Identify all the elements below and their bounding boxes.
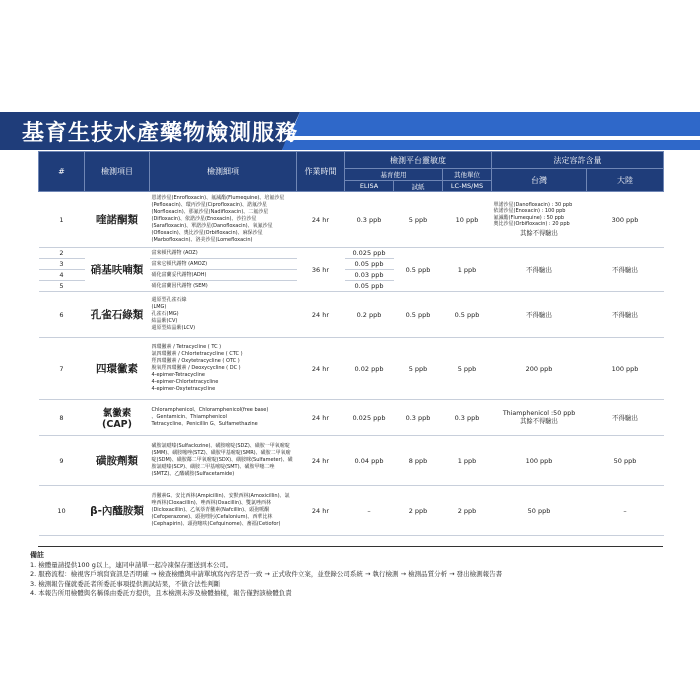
header-china: 大陸 (587, 169, 664, 192)
detail-line: (LMG) (151, 304, 167, 310)
taiwan-line: 單諾沙星(Danofloxacin) : 30 ppb (493, 201, 573, 208)
time-cell: 24 hr (297, 436, 345, 486)
taiwan-cell: 200 ppb (492, 338, 587, 400)
lcms-cell: 2 ppb (443, 486, 492, 536)
table-row (39, 292, 664, 338)
china-cell: – (587, 486, 664, 536)
notes-title: 備註 (30, 551, 44, 559)
taiwan-line: 依諾沙星(Enoxacin) : 100 ppb (493, 208, 566, 215)
table-row (39, 338, 664, 400)
detail-line: 脫氧羥四環黴素 / Deoxycycline ( DC ) (151, 365, 241, 371)
detail-line: 、Gentamicin、Thiamphenicol (151, 414, 227, 420)
elisa-cell: 0.2 ppb (345, 292, 394, 338)
detail-line: 還原型結晶紫(LCV) (151, 325, 196, 331)
row-number: 1 (39, 192, 85, 248)
detail-line: 還原型孔雀石綠 (151, 297, 187, 303)
table-row (39, 486, 664, 536)
item-detail: 富來它頓代謝物 (AMOZ) (150, 259, 297, 270)
header-basic: 基育使用 (345, 169, 443, 181)
item-detail (150, 400, 297, 436)
row-number: 6 (39, 292, 85, 338)
china-cell: 50 ppb (587, 436, 664, 486)
elisa-cell: 0.03 ppb (345, 270, 394, 281)
test-cell: 8 ppb (394, 436, 443, 486)
detail-line: 4-epimer-Tetracycline (151, 372, 205, 378)
test-cell: 0.3 ppb (394, 400, 443, 436)
taiwan-line: 奧比沙星(Orbifloxacin) : 20 ppb (493, 221, 570, 228)
time-cell: 24 hr (297, 338, 345, 400)
taiwan-cell: 50 ppb (492, 486, 587, 536)
header-limit: 法定容許含量 (492, 152, 664, 169)
china-cell: 100 ppb (587, 338, 664, 400)
item-detail: 恩諾沙星(Enrofloxacin)、氟滅酯(Flumequine)、培氟沙星(Pefloxacin)、環丙沙星(Ciprofloxacin)、諾氟沙星(Norfloxacin)、那氟沙星(Nadifloxacin)、二氟沙星(Difloxacin)、依諾沙星(Enoxacin)、沙拉沙星(Sarafloxacin)、單諾沙星(Danofloxacin)、氧氟沙星(Ofloxacin)、奧比沙星(Orbifloxacin)、麻保沙星(Marbofloxacin)、洛美沙星(Lomefloxacin) (150, 192, 297, 248)
row-number: 5 (39, 281, 85, 292)
item-name: 氯黴素 (CAP) (85, 400, 150, 436)
header-time: 作業時間 (297, 152, 345, 192)
header-no: # (39, 152, 85, 192)
detail-line: Tetracycline、Penicillin G、Sulfamethazine (151, 421, 258, 427)
detail-line: 四環黴素 / Tetracycline ( TC ) (151, 344, 222, 350)
test-service-table (38, 151, 664, 536)
note-line: 1. 檢體量請提供100 g以上，連同申請單一起冷凍保存運送到本公司。 (30, 560, 233, 569)
item-name: 喹諾酮類 (85, 192, 150, 248)
taiwan-cell (492, 192, 587, 248)
china-cell: 不得驗出 (587, 248, 664, 292)
lcms-cell: 10 ppb (443, 192, 492, 248)
elisa-cell: 0.05 ppb (345, 259, 394, 270)
elisa-cell: 0.025 ppb (345, 400, 394, 436)
taiwan-cell: 不得驗出 (492, 248, 587, 292)
time-cell: 24 hr (297, 400, 345, 436)
header-sensitivity: 檢測平台靈敏度 (345, 152, 492, 169)
taiwan-cell (492, 400, 587, 436)
header-lcms: LC-MS/MS (443, 181, 492, 192)
item-detail: 磺胺氯噠嗪(Sulfaclozine)、磺胺嘧啶(SDZ)、磺胺一甲氧嘧啶(SMM)、磺胺噻唑(STZ)、磺胺甲基嘧啶(SMR)、磺胺二甲氧嘧啶(SDM)、磺胺鄰二甲氧嘧啶(SDX)、磺胺咪(Sulfameter)、磺胺氯噠嗪(SCP)、磺胺二甲基嘧啶(SMT)、磺胺甲噻二唑(SMTZ)、乙醯磺胺(Sulfacetamide) (150, 436, 297, 486)
item-name: 磺胺劑類 (85, 436, 150, 486)
taiwan-note: 其餘不得驗出 (520, 417, 558, 425)
time-cell: 36 hr (297, 248, 345, 292)
item-name: β-內醯胺類 (85, 486, 150, 536)
china-cell: 300 ppb (587, 192, 664, 248)
item-detail: 硝化富蘭因代謝物 (SEM) (150, 281, 297, 292)
table-row (39, 248, 664, 259)
page-title: 基育生技水產藥物檢測服務 (22, 121, 299, 146)
row-number: 2 (39, 248, 85, 259)
item-detail: 硝化富蘭妥代謝物(ADH) (150, 270, 297, 281)
elisa-cell: – (345, 486, 394, 536)
test-cell: 0.5 ppb (394, 248, 443, 292)
time-cell: 24 hr (297, 292, 345, 338)
note-line: 4. 本報告所用檢體與名稱係由委託方提供，且本檢測未涉及檢體抽樣，報告僅對該檢體負責 (30, 589, 292, 598)
elisa-cell: 0.025 ppb (345, 248, 394, 259)
note-line: 3. 檢測報告僅就委託者所委託事項提供測試結果，不做合法性判斷 (30, 579, 221, 588)
item-detail: 青黴素G、安比西林(Ampicillin)、安默西林(Amoxicillin)、氯唑西林(Cloxacillin)、唑西林(Oxacillin)、雙氯唑西林(Dicloxacillin)、乙氧萘青黴素(Nafcillin)、頭孢哌酮(Cefoperazone)、頭孢喹肟(Cefalonium)、西華比林(Cephapirin)、頭孢噻呋(Cefquinome)、畜福(Cetiofor) (150, 486, 297, 536)
table-row (39, 400, 664, 436)
item-detail (150, 338, 297, 400)
test-cell: 5 ppb (394, 192, 443, 248)
detail-line: 氯四環黴素 / Chlortetracycline ( CTC ) (151, 351, 243, 357)
lcms-cell: 0.5 ppb (443, 292, 492, 338)
header-test: 試紙 (394, 181, 443, 192)
header-elisa: ELISA (345, 181, 394, 192)
note-line: 2. 服務流程：檢視客戶填寫資訊是否明確 → 檢查檢體與申請單填寫內容是否一致 → 正式收件立案，並登錄公司系統 → 執行檢測 → 檢測品質分析 → 發出檢測報告書 (30, 570, 503, 579)
notes-section (30, 551, 670, 599)
detail-line: 結晶紫(CV) (151, 318, 178, 324)
notes-divider (38, 546, 663, 547)
item-name: 四環黴素 (85, 338, 150, 400)
header-detail: 檢測細項 (150, 152, 297, 192)
test-cell: 0.5 ppb (394, 292, 443, 338)
test-cell: 5 ppb (394, 338, 443, 400)
item-name: 硝基呋喃類 (85, 248, 150, 292)
row-number: 4 (39, 270, 85, 281)
table-row (39, 192, 664, 248)
row-number: 3 (39, 259, 85, 270)
header-item: 檢測項目 (85, 152, 150, 192)
test-cell: 2 ppb (394, 486, 443, 536)
elisa-cell: 0.3 ppb (345, 192, 394, 248)
row-number: 10 (39, 486, 85, 536)
elisa-cell: 0.02 ppb (345, 338, 394, 400)
taiwan-note: 其餘不得驗出 (520, 229, 558, 237)
header-taiwan: 台灣 (492, 169, 587, 192)
lcms-cell: 5 ppb (443, 338, 492, 400)
elisa-cell: 0.05 ppb (345, 281, 394, 292)
header-other: 其他單位 (443, 169, 492, 181)
taiwan-cell: 不得驗出 (492, 292, 587, 338)
elisa-cell: 0.04 ppb (345, 436, 394, 486)
item-detail: 富來頓代謝物 (AOZ) (150, 248, 297, 259)
detail-line: 羥四環黴素 / Oxytetracycline ( OTC ) (151, 358, 240, 364)
china-cell: 不得驗出 (587, 292, 664, 338)
row-number: 8 (39, 400, 85, 436)
detail-line: Chloramphenicol、Chloramphenicol(free base) (151, 407, 269, 413)
row-number: 7 (39, 338, 85, 400)
item-name: 孔雀石綠類 (85, 292, 150, 338)
lcms-cell: 1 ppb (443, 248, 492, 292)
detail-line: 孔雀石(MG) (151, 311, 179, 317)
detail-line: 4-epimer-Chlortetracycline (151, 379, 219, 385)
detail-line: 4-epimer-Oxytetracycline (151, 386, 216, 392)
china-cell: 不得驗出 (587, 400, 664, 436)
taiwan-cell: 100 ppb (492, 436, 587, 486)
row-number: 9 (39, 436, 85, 486)
taiwan-line: 氟滅酯(Flumequine) : 50 ppb (493, 214, 565, 221)
taiwan-line: Thiamphenicol :50 ppb (502, 410, 576, 417)
title-banner (0, 110, 700, 152)
item-detail (150, 292, 297, 338)
lcms-cell: 0.3 ppb (443, 400, 492, 436)
time-cell: 24 hr (297, 486, 345, 536)
lcms-cell: 1 ppb (443, 436, 492, 486)
time-cell: 24 hr (297, 192, 345, 248)
table-row (39, 436, 664, 486)
